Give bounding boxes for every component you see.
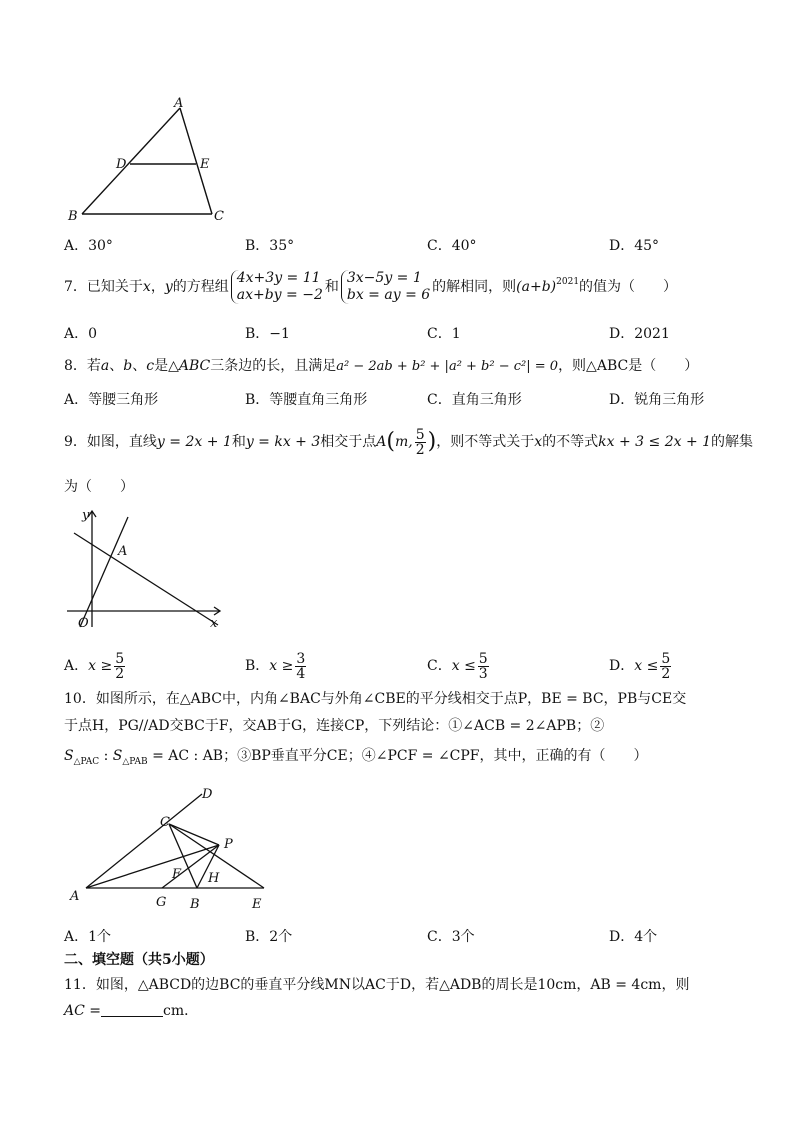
- label-f: F: [172, 867, 182, 882]
- q9-point-fraction: [415, 428, 426, 457]
- point-a-label: A: [118, 544, 128, 559]
- q9-line2: y = kx + 3: [245, 434, 321, 450]
- graph-figure-q9: [62, 505, 227, 631]
- q9-mid: 相交于点: [320, 434, 377, 450]
- q7-system-2: [341, 270, 430, 304]
- q8-sep1: 、: [109, 358, 124, 374]
- q9-option-d-num: 5: [661, 650, 671, 667]
- q9-prefix: 9．如图，直线: [64, 434, 157, 450]
- q9-point-num: 5: [415, 426, 425, 443]
- q8-expression: a² − 2ab + b² + |a² + b² − c²| = 0: [336, 359, 559, 374]
- q9-option-d-fraction: [660, 652, 671, 681]
- q8-option-c: C．直角三角形: [427, 392, 522, 408]
- q9-option-d: [609, 649, 673, 683]
- q10-s1: S: [64, 748, 74, 764]
- q7-mid: 的方程组: [172, 279, 229, 295]
- q8-c: c: [146, 358, 155, 374]
- label-c: C: [160, 815, 170, 830]
- q9-option-a: [64, 649, 127, 683]
- q7-and: 和: [324, 279, 339, 295]
- label-a: A: [70, 889, 80, 904]
- q10-line2: 于点H，PG//AD交BC于F，交AB于G，连接CP，下列结论：①∠ACB = 2∠APB；②: [64, 718, 605, 734]
- q10-option-a: A．1个: [64, 929, 112, 945]
- q7-x: x: [142, 279, 151, 295]
- q7-option-a: A．0: [64, 326, 98, 342]
- q11-ac: AC =: [64, 1003, 102, 1019]
- q9-option-d-label: D．: [609, 658, 635, 674]
- q10-line3: [64, 747, 648, 771]
- q9-option-c-num: 5: [478, 650, 488, 667]
- q9-option-a-den: 2: [115, 665, 125, 682]
- q9-option-a-label: A．: [64, 658, 89, 674]
- q7-option-b: B．−1: [245, 326, 290, 342]
- q9-line1: y = 2x + 1: [156, 434, 232, 450]
- q8-a: a: [100, 358, 110, 374]
- q10-option-b: B．2个: [245, 929, 293, 945]
- q7-system-1: [231, 270, 323, 304]
- q9-paren-open: (: [386, 429, 395, 454]
- q7-y: y: [164, 279, 173, 295]
- axis-label-x: x: [210, 616, 218, 631]
- origin-label: O: [78, 616, 89, 631]
- q9-option-d-den: 2: [661, 665, 671, 682]
- q8-option-d: D．锐角三角形: [609, 392, 705, 408]
- section-heading: 二、填空题（共5小题）: [64, 952, 214, 968]
- q9-point: A: [376, 434, 387, 450]
- q11-line2: [64, 1002, 198, 1020]
- q7-prefix: 7．已知关于: [64, 279, 143, 295]
- q7-sys2-eq2: bx = ay = 6: [346, 287, 431, 303]
- q9-point-den: 2: [415, 441, 425, 458]
- q8-mid2: 三条边的长，且满足: [210, 358, 337, 374]
- q7-sys2-eq1: 3x−5y = 1: [346, 270, 422, 286]
- q8-option-a: A．等腰三角形: [64, 392, 159, 408]
- q11-line1: 11．如图，△ABCD的边BC的垂直平分线MN以AC于D，若△ADB的周长是10cm，AB = 4cm，则: [64, 977, 690, 993]
- label-a: A: [174, 96, 184, 111]
- q9-suffix: 的解集: [711, 434, 754, 450]
- q6-option-a: A．30°: [64, 238, 113, 254]
- q7-option-d: D．2021: [609, 326, 670, 342]
- axis-label-y: y: [82, 508, 90, 523]
- q9-and: 和: [231, 434, 246, 450]
- q8-prefix: 8．若: [64, 358, 101, 374]
- q9-mid2: ，则不等式关于: [436, 434, 535, 450]
- q7-mid2: 的解相同，则: [432, 279, 517, 295]
- label-g: G: [156, 895, 167, 910]
- q9-option-b-fraction: [295, 652, 306, 681]
- q9-option-b-label: B．: [245, 658, 270, 674]
- q6-option-c: C．40°: [427, 238, 477, 254]
- q10-line1: 10．如图所示，在△ABC中，内角∠BAC与外角∠CBE的平分线相交于点P，BE = BC，PB与CE交: [64, 691, 687, 707]
- question-7: [64, 270, 677, 304]
- label-c: C: [214, 209, 224, 224]
- label-b: B: [190, 897, 200, 912]
- q8-suffix: ，则△ABC是（ ）: [558, 358, 699, 374]
- q10-colon: :: [99, 748, 113, 764]
- q8-sep2: 、: [132, 358, 147, 374]
- q9-mid3: 的不等式: [542, 434, 599, 450]
- q9-option-b: [245, 649, 308, 683]
- q8-mid: 是△: [154, 358, 179, 374]
- question-8: [64, 357, 698, 376]
- label-e: E: [252, 897, 262, 912]
- q7-suffix: 的值为（ ）: [579, 279, 678, 295]
- q8-option-b: B．等腰直角三角形: [245, 392, 368, 408]
- q9-line2: 为（ ）: [64, 479, 134, 495]
- q9-option-b-var: x ≥: [269, 658, 294, 674]
- label-p: P: [224, 837, 233, 852]
- q9-option-b-num: 3: [296, 650, 306, 667]
- q10-option-d: D．4个: [609, 929, 658, 945]
- q9-option-a-num: 5: [115, 650, 125, 667]
- q10-option-c: C．3个: [427, 929, 475, 945]
- q9-option-a-fraction: [114, 652, 125, 681]
- q10-sub2: △PAB: [122, 757, 148, 767]
- q7-comma: ，: [150, 279, 165, 295]
- triangle-figure-q6: [60, 96, 240, 226]
- question-9: [64, 427, 753, 457]
- q10-s2: S: [112, 748, 123, 764]
- q9-option-a-var: x ≥: [88, 658, 113, 674]
- q7-option-c: C．1: [427, 326, 461, 342]
- triangle-figure-q10: [62, 782, 282, 912]
- q11-answer-blank[interactable]: [101, 1002, 163, 1017]
- q7-sys1-eq2: ax+by = −2: [236, 287, 323, 303]
- q8-abc: ABC: [178, 358, 211, 374]
- q8-b: b: [123, 358, 133, 374]
- label-h: H: [208, 871, 220, 886]
- q6-option-d: D．45°: [609, 238, 660, 254]
- label-b: B: [68, 209, 78, 224]
- q11-unit: cm．: [163, 1003, 199, 1019]
- q9-point-m: m,: [395, 434, 413, 450]
- q10-sub1: △PAC: [73, 757, 100, 767]
- q7-exponent: 2021: [556, 277, 580, 287]
- q7-expr: (a+b): [516, 279, 557, 295]
- q9-x: x: [534, 434, 543, 450]
- q9-option-c-label: C．: [427, 658, 452, 674]
- q10-line3-rest: = AC : AB；③BP垂直平分CE；④∠PCF = ∠CPF，其中，正确的有（ ）: [147, 748, 648, 764]
- label-d: D: [116, 157, 127, 172]
- q6-option-b: B．35°: [245, 238, 295, 254]
- q9-option-d-var: x ≤: [634, 658, 659, 674]
- label-d: D: [202, 787, 213, 802]
- label-e: E: [200, 157, 210, 172]
- q9-option-c-var: x ≤: [451, 658, 476, 674]
- q9-option-c-den: 3: [478, 665, 488, 682]
- q9-inequality: kx + 3 ≤ 2x + 1: [598, 434, 712, 450]
- q9-option-c: [427, 649, 491, 683]
- q9-paren-close: ): [427, 429, 437, 454]
- q9-option-b-den: 4: [296, 665, 306, 682]
- q9-option-c-fraction: [478, 652, 489, 681]
- q7-sys1-eq1: 4x+3y = 11: [236, 270, 321, 286]
